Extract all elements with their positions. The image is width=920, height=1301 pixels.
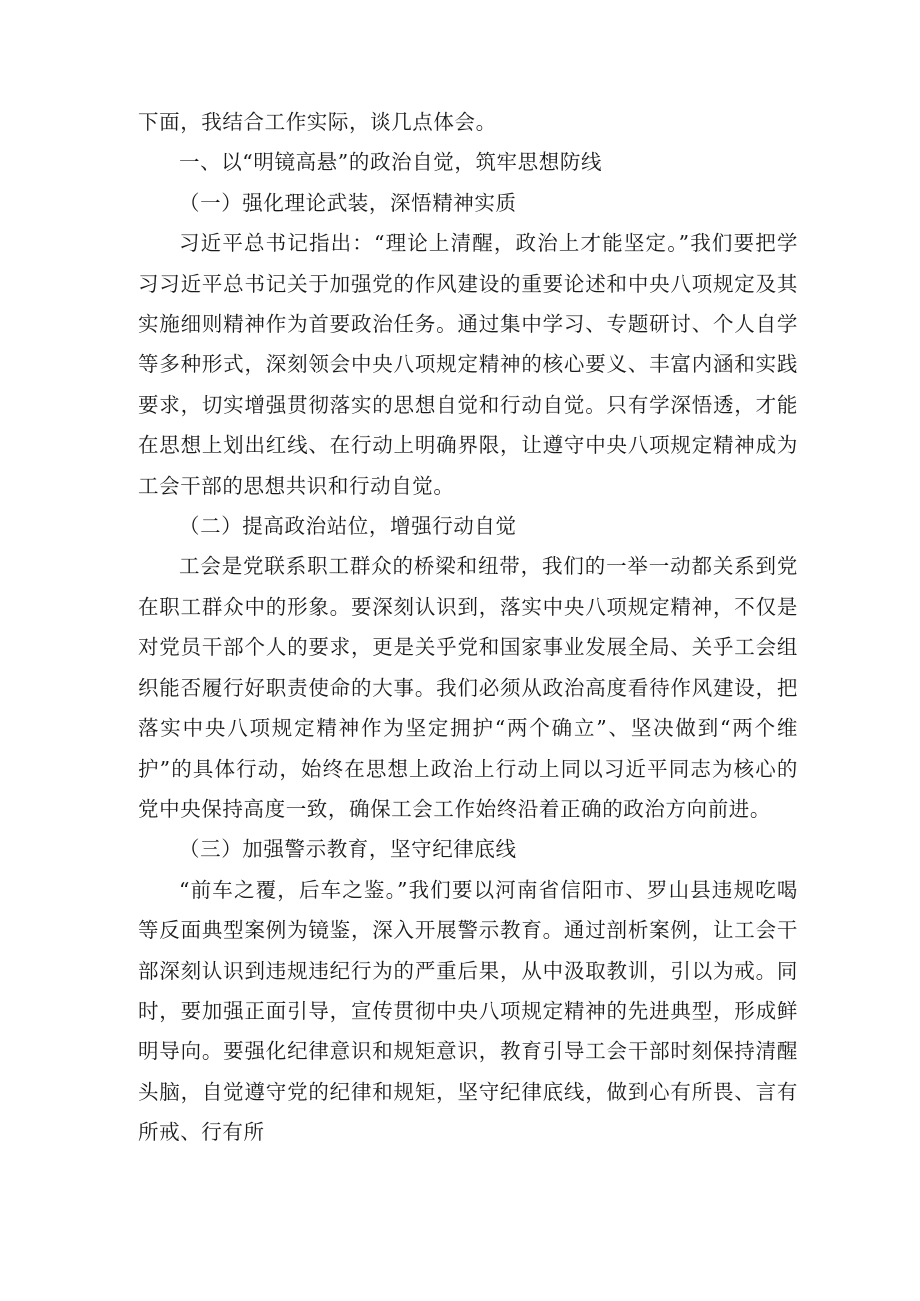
paragraph-body-3: “前车之覆，后车之鉴。”我们要以河南省信阳市、罗山县违规吃喝等反面典型案例为镜鉴，深入开展警示教育。通过剖析案例，让工会干部深刻认识到违规违纪行为的严重后果，从中汲取教训，引以为戒。同时，要加强正面引导，宣传贯彻中央八项规定精神的先进典型，形成鲜明导向。要强化纪律意识和规矩意识，教育引导工会干部时刻保持清醒头脑，自觉遵守党的纪律和规矩，坚守纪律底线，做到心有所畏、言有所戒、行有所 — [138, 877, 798, 1145]
section-heading-1: 一、以“明镜高悬”的政治自觉，筑牢思想防线 — [179, 150, 603, 175]
subsection-heading-1: （一）强化理论武装，深悟精神实质 — [179, 190, 517, 215]
subsection-heading-3: （三）加强警示教育，坚守纪律底线 — [179, 837, 517, 862]
subsection-heading-2: （二）提高政治站位，增强行动自觉 — [179, 514, 517, 539]
paragraph-body-1: 习近平总书记指出：“理论上清醒，政治上才能坚定。”我们要把学习习近平总书记关于加强党的作风建设的重要论述和中央八项规定及其实施细则精神作为首要政治任务。通过集中学习、专题研讨、个人自学等多种形式，深刻领会中央八项规定精神的核心要义、丰富内涵和实践要求，切实增强贯彻落实的思想自觉和行动自觉。只有学深悟透，才能在思想上划出红线、在行动上明确界限，让遵守中央八项规定精神成为工会干部的思想共识和行动自觉。 — [138, 231, 798, 498]
document-body — [138, 102, 798, 1153]
paragraph-body-2: 工会是党联系职工群众的桥梁和纽带，我们的一举一动都关系到党在职工群众中的形象。要深刻认识到，落实中央八项规定精神，不仅是对党员干部个人的要求，更是关乎党和国家事业发展全局、关乎工会组织能否履行好职责使命的大事。我们必须从政治高度看待作风建设，把落实中央八项规定精神作为坚定拥护“两个确立”、坚决做到“两个维护”的具体行动，始终在思想上政治上行动上同以习近平同志为核心的党中央保持高度一致，确保工会工作始终沿着正确的政治方向前进。 — [138, 554, 798, 821]
paragraph-intro: 下面，我结合工作实际，谈几点体会。 — [138, 110, 497, 134]
